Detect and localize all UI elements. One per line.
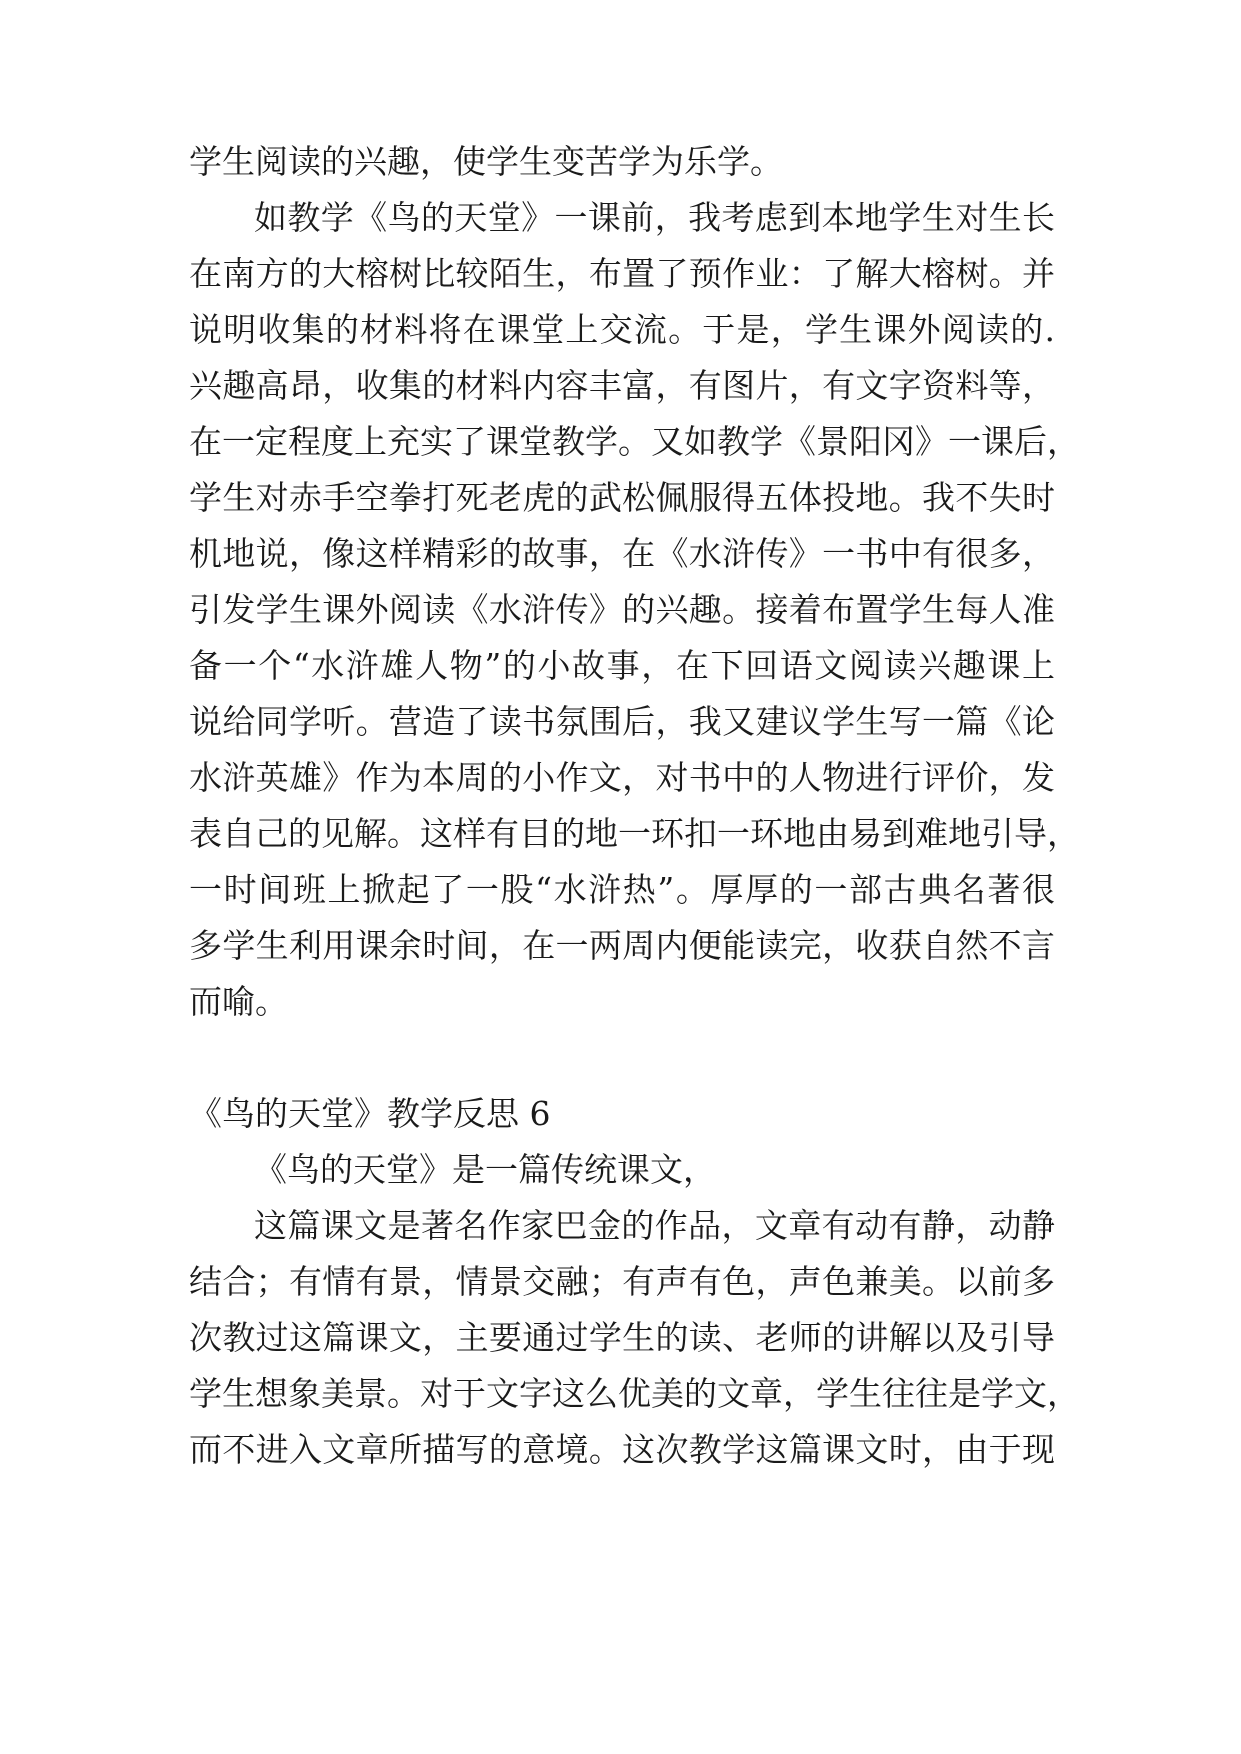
paragraph-line: 次教过这篇课文，主要通过学生的读、老师的讲解以及引导 <box>189 1318 1055 1357</box>
paragraph-line: 这篇课文是著名作家巴金的作品，文章有动有静，动静 <box>254 1206 1055 1245</box>
paragraph-line: 水浒英雄》作为本周的小作文，对书中的人物进行评价，发 <box>189 758 1055 797</box>
paragraph-line: 在一定程度上充实了课堂教学。又如教学《景阳冈》一课后， <box>189 422 1080 461</box>
paragraph-line: 在南方的大榕树比较陌生，布置了预作业：了解大榕树。并 <box>189 254 1055 293</box>
paragraph-line: 备一个“水浒雄人物”的小故事，在下回语文阅读兴趣课上 <box>189 646 1055 685</box>
paragraph-line: 《鸟的天堂》是一篇传统课文， <box>254 1150 716 1189</box>
paragraph-line: 学生想象美景。对于文字这么优美的文章，学生往往是学文， <box>189 1374 1080 1413</box>
paragraph-line: 说给同学听。营造了读书氛围后，我又建议学生写一篇《论 <box>189 702 1055 741</box>
paragraph-line: 结合；有情有景，情景交融；有声有色，声色兼美。以前多 <box>189 1262 1055 1301</box>
paragraph-line: 学生对赤手空拳打死老虎的武松佩服得五体投地。我不失时 <box>189 478 1055 517</box>
paragraph-line: 引发学生课外阅读《水浒传》的兴趣。接着布置学生每人准 <box>189 590 1055 629</box>
paragraph-line: 而不进入文章所描写的意境。这次教学这篇课文时，由于现 <box>189 1430 1055 1469</box>
paragraph-line: 机地说，像这样精彩的故事，在《水浒传》一书中有很多， <box>189 534 1055 573</box>
section-heading: 《鸟的天堂》教学反思 6 <box>189 1094 551 1133</box>
paragraph-line: 如教学《鸟的天堂》一课前，我考虑到本地学生对生长 <box>254 198 1055 237</box>
paragraph-line: 说明收集的材料将在课堂上交流。于是，学生课外阅读的. <box>189 310 1055 349</box>
paragraph-line: 而喻。 <box>189 982 288 1021</box>
paragraph-line: 多学生利用课余时间，在一两周内便能读完，收获自然不言 <box>189 926 1055 965</box>
paragraph-line: 一时间班上掀起了一股“水浒热”。厚厚的一部古典名著很 <box>189 870 1055 909</box>
paragraph-line: 表自己的见解。这样有目的地一环扣一环地由易到难地引导， <box>189 814 1080 853</box>
paragraph-line: 兴趣高昂，收集的材料内容丰富，有图片，有文字资料等， <box>189 366 1055 405</box>
paragraph-line: 学生阅读的兴趣，使学生变苦学为乐学。 <box>189 142 783 181</box>
